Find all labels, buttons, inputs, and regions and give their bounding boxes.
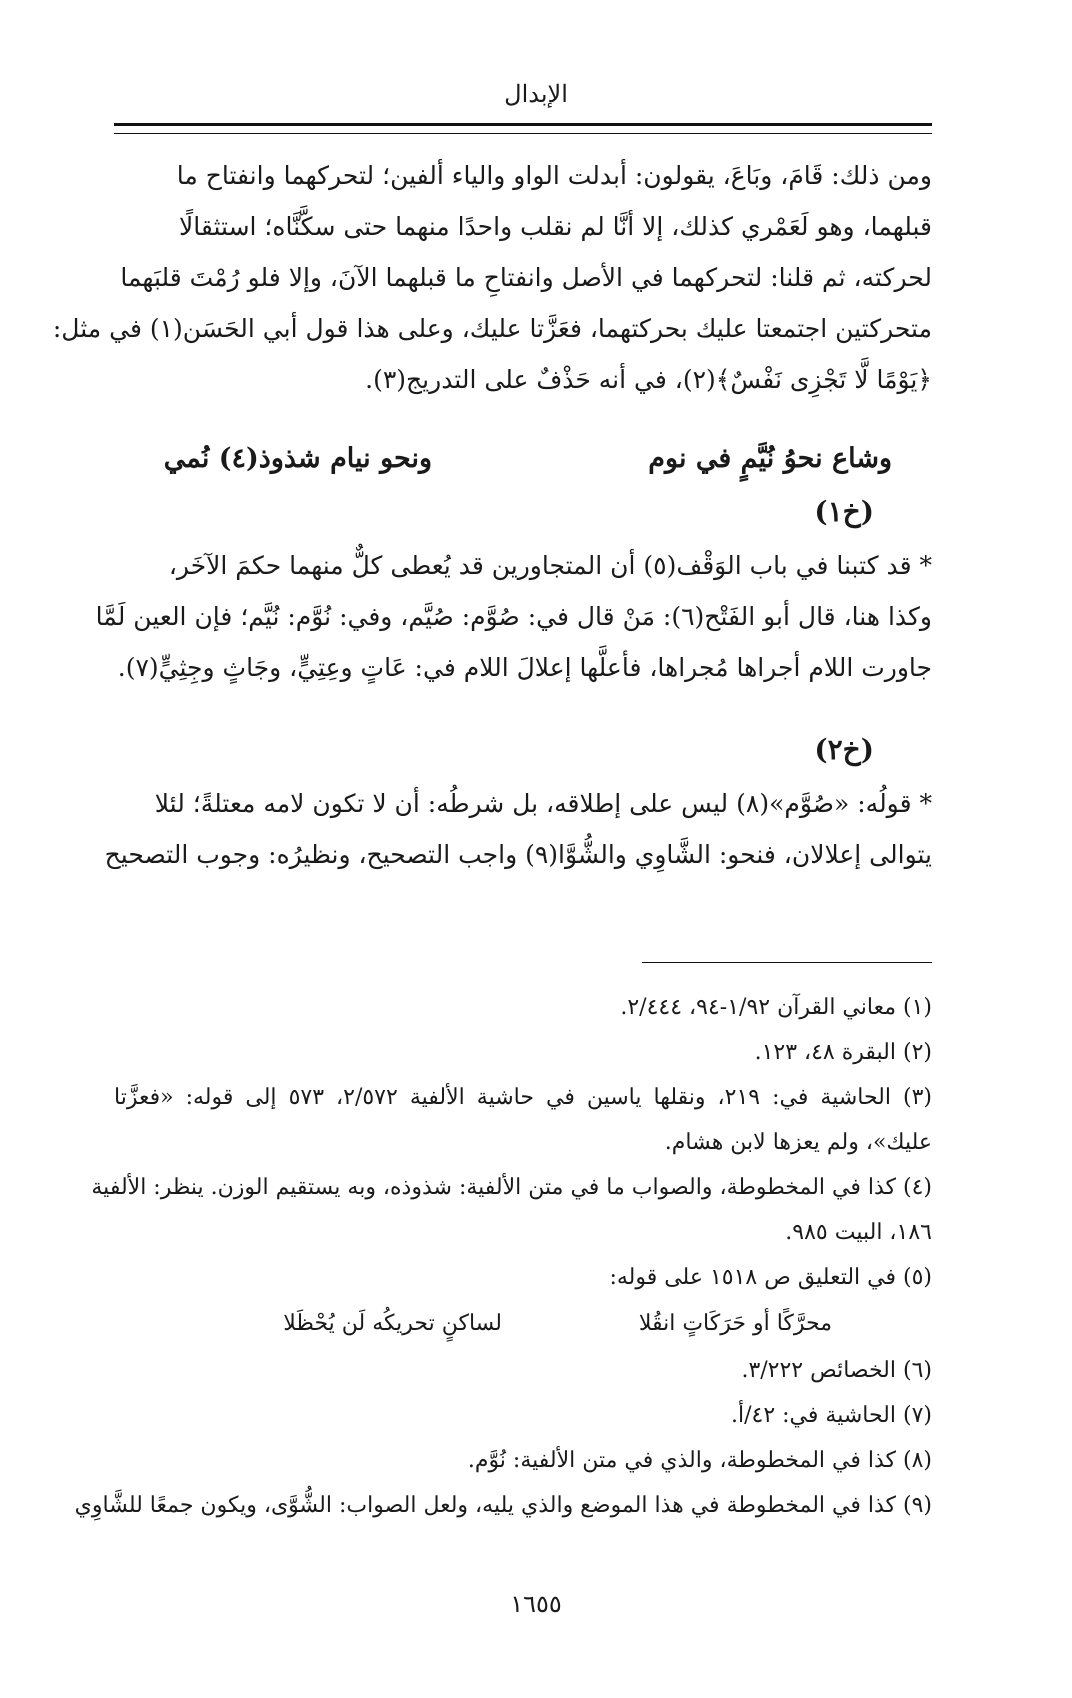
paragraph-2-line-2: وكذا هنا، قال أبو الفَتْح(٦): مَنْ قال في: صُوَّم: صُيَّم، وفي: نُوَّم: نُيَّم؛ فإن العين لَمَّا xyxy=(95,602,932,631)
paragraph-2-line-1: * قد كتبنا في باب الوَقْف(٥) أن المتجاورين قد يُعطى كلٌّ منهما حكمَ الآخَر، xyxy=(168,551,932,580)
footnote-5: (٥) في التعليق ص ١٥١٨ على قوله: xyxy=(609,1265,932,1290)
footnote-6: (٦) الخصائص ٣/٢٢٢. xyxy=(741,1358,932,1383)
paragraph-1-line-3: لحركته، ثم قلنا: لتحركهما في الأصل وانفتاحِ ما قبلهما الآنَ، وإلا فلو رُمْتَ قلبَهما xyxy=(120,263,932,292)
footnotes xyxy=(74,985,933,1528)
header-rule-thick xyxy=(114,123,932,126)
footnote-5-verse-hemistich-1: محرَّكًا أو حَرَكَاتٍ انقُلا xyxy=(638,1311,832,1336)
paragraph-3-line-2: يتوالى إعلالان، فنحو: الشَّاوِي والشُّوَّا(٩) واجب التصحيح، ونظيرُه: وجوب التصحيح xyxy=(104,840,932,869)
paragraph-1-line-4: متحركتين اجتمعتا عليك بحركتهما، فعَزَّتا عليك، وعلى هذا قول أبي الحَسَن(١) في مثل: xyxy=(52,314,932,343)
footnote-5-verse-hemistich-2: لساكنٍ تحريكُه لَن يُحْظَلا xyxy=(283,1311,502,1336)
paragraph-1-line-1: ومن ذلك: قَامَ، وبَاعَ، يقولون: أبدلت الواو والياء ألفين؛ لتحركهما وانفتاح ما xyxy=(176,161,932,190)
paragraph-2-line-3: جاورت اللام أجراها مُجراها، فأعلَّها إعلالَ اللام في: عَاتٍ وعِتِيٍّ، وجَاثٍ وجِثِيٍّ(٧). xyxy=(117,653,932,682)
footnote-4-line-1: (٤) كذا في المخطوطة، والصواب ما في متن الألفية: شذوذه، وبه يستقيم الوزن. ينظر: الألفية xyxy=(91,1175,932,1200)
running-header-title: الإبدال xyxy=(504,80,568,108)
footnote-7: (٧) الحاشية في: ٤٢/أ. xyxy=(730,1403,932,1428)
footnote-9: (٩) كذا في المخطوطة في هذا الموضع والذي يليه، ولعل الصواب: الشُّوَّى، ويكون جمعًا للشَّاوِي xyxy=(74,1493,932,1518)
footnote-separator xyxy=(642,962,932,963)
paragraph-1-line-2: قبلهما، وهو لَعَمْري كذلك، إلا أنَّا لم نقلب واحدًا منهما حتى سكَّنَّاه؛ استثقالًا xyxy=(178,212,932,241)
footnote-4-line-2: ١٨٦، البيت ٩٨٥. xyxy=(785,1220,932,1245)
verse-hemistich-1: وشاع نحوُ نُيَّمٍ في نوم xyxy=(648,443,892,474)
footnote-1: (١) معاني القرآن ١/٩٢-٩٤، ٢/٤٤٤. xyxy=(620,995,932,1020)
footnote-8: (٨) كذا في المخطوطة، والذي في متن الألفية: نُوَّم. xyxy=(467,1448,932,1473)
paragraph-3-line-1: * قولُه: «صُوَّم»(٨) ليس على إطلاقه، بل شرطُه: أن لا تكون لامه معتلةً؛ لئلا xyxy=(154,789,932,818)
verse-hemistich-2: ونحو نيام شذوذ(٤) نُمي xyxy=(163,443,432,474)
section-marker-1: (خ١) xyxy=(814,495,874,528)
paragraph-1 xyxy=(52,150,932,405)
paragraph-2 xyxy=(95,540,932,693)
section-marker-2: (خ٢) xyxy=(814,733,874,766)
poetry-verse xyxy=(114,432,932,486)
footnote-3-line-1: (٣) الحاشية في: ٢١٩، ونقلها ياسين في حاشية الألفية ٢/٥٧٢، ٥٧٣ إلى قوله: «فعزَّتا xyxy=(114,1085,933,1110)
header-rule-thin xyxy=(114,133,932,134)
footnote-5-verse xyxy=(114,1300,932,1348)
page-number: ١٦٥٥ xyxy=(510,1590,562,1618)
paragraph-1-line-5: ﴿يَوْمًا لَّا تَجْزِى نَفْسٌ﴾(٢)، في أنه حَذْفٌ على التدريج(٣). xyxy=(365,365,932,394)
footnote-2: (٢) البقرة ٤٨، ١٢٣. xyxy=(754,1040,932,1065)
footnote-3-line-2: عليك»، ولم يعزها لابن هشام. xyxy=(664,1130,932,1155)
paragraph-3 xyxy=(104,778,932,880)
